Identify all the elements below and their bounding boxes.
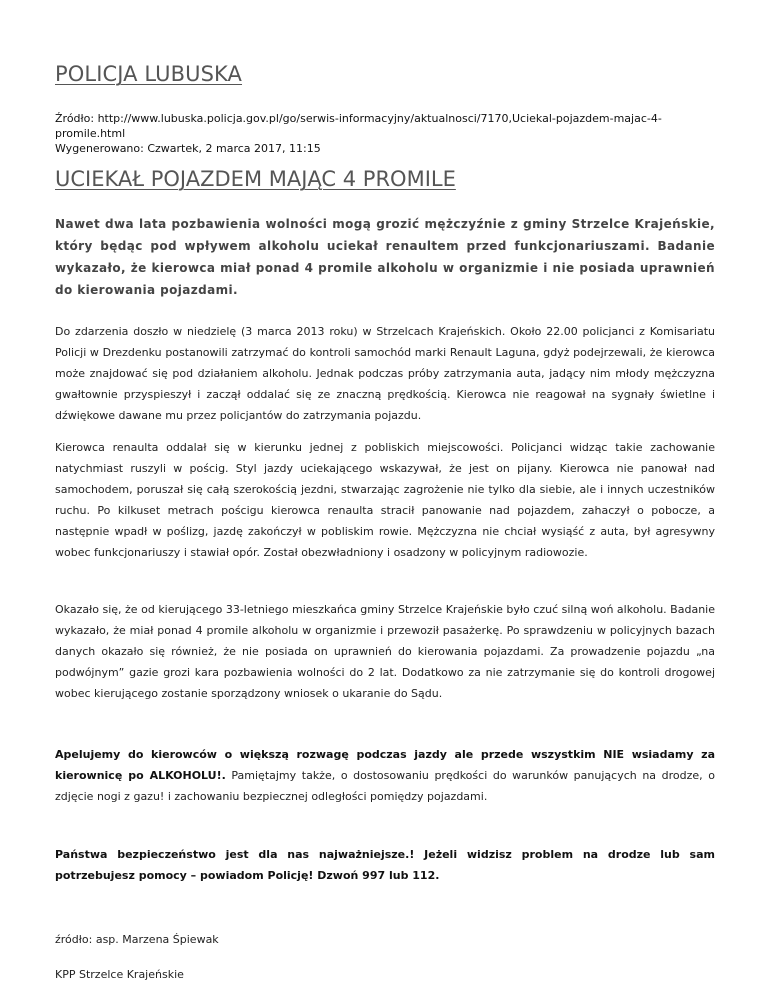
document-page bbox=[55, 62, 715, 996]
article-paragraph-1: Do zdarzenia doszło w niedzielę (3 marca 2013 roku) w Strzelcach Krajeńskich. Około 22.00 policjanci z Komisariatu Policji w Drezdenku postanowili zatrzymać do kontroli samochód marki Renault Laguna, gdyż podejrzewali, że kierowca może znajdować się pod działaniem alkoholu. Jednak podczas próby zatrzymania auta, jadący nim młody mężczyzna gwałtownie przyspieszył i zaczął oddalać się ze znaczną prędkością. Kierowca nie reagował na sygnały świetlne i dźwiękowe dawane mu przez policjantów do zatrzymania pojazdu. bbox=[55, 325, 715, 422]
source-author: źródło: asp. Marzena Śpiewak bbox=[55, 933, 219, 946]
article-paragraph-2: Kierowca renaulta oddalał się w kierunku jednej z pobliskich miejscowości. Policjanci widząc takie zachowanie natychmiast ruszyli w pościg. Styl jazdy uciekającego wskazywał, że jest on pijany. Kierowca nie panował nad samochodem, poruszał się całą szerokością jezdni, stwarzając zagrożenie nie tylko dla siebie, ale i innych uczestników ruchu. Po kilkuset metrach pościgu kierowca renaulta stracił panowanie nad pojazdem, zahaczył o pobocze, a następnie wpadł w poślizg, jazdę zakończył w pobliskim rowie. Mężczyzna nie chciał wysiąść z auta, był agresywny wobec funkcjonariuszy i stawiał opór. Został obezwładniony i osadzony w policyjnym radiowozie. bbox=[55, 441, 715, 559]
generated-date-line: Wygenerowano: Czwartek, 2 marca 2017, 11:15 bbox=[55, 142, 321, 155]
appeal-rest-text: Pamiętajmy także, o dostosowaniu prędkości do warunków panujących na drodze, o zdjęcie nogi z gazu! i zachowaniu bezpiecznej odległości pomiędzy pojazdami. bbox=[55, 769, 715, 803]
article-title: UCIEKAŁ POJAZDEM MAJĄC 4 PROMILE bbox=[55, 167, 456, 191]
source-url-line: Źródło: http://www.lubuska.policja.gov.pl/go/serwis-informacyjny/aktualnosci/7170,Uciekal-pojazdem-majac-4-promile.html bbox=[55, 112, 662, 140]
safety-bold-text: Państwa bezpieczeństwo jest dla nas najważniejsze.! Jeżeli widzisz problem na drodze lub sam potrzebujesz pomocy – powiadom Policję! Dzwoń 997 lub 112. bbox=[55, 848, 715, 882]
site-title: POLICJA LUBUSKA bbox=[55, 62, 243, 86]
article-paragraph-3: Okazało się, że od kierującego 33-letniego mieszkańca gminy Strzelce Krajeńskie było czuć silną woń alkoholu. Badanie wykazało, że miał ponad 4 promile alkoholu w organizmie i przewoził pasażerkę. Po sprawdzeniu w policyjnych bazach danych okazało się również, że nie posiada on uprawnień do kierowania pojazdami. Za prowadzenie pojazdu „na podwójnym” gazie grozi kara pozbawienia wolności do 2 lat. Dodatkowo za nie zatrzymanie się do kontroli drogowej wobec kierującego zostanie sporządzony wniosek o ukaranie do Sądu. bbox=[55, 603, 715, 700]
article-lead: Nawet dwa lata pozbawienia wolności mogą grozić mężczyźnie z gminy Strzelce Krajeńskie, który będąc pod wpływem alkoholu uciekał renaultem przed funkcjonariuszami. Badanie wykazało, że kierowca miał ponad 4 promile alkoholu w organizmie i nie posiada uprawnień do kierowania pojazdami. bbox=[55, 217, 715, 297]
appeal-paragraph bbox=[55, 744, 715, 807]
appeal-bold-text: Apelujemy do kierowców o większą rozwagę podczas jazdy ale przede wszystkim NIE wsiadamy za kierownicę po ALKOHOLU!. bbox=[55, 748, 715, 782]
source-unit: KPP Strzelce Krajeńskie bbox=[55, 968, 184, 981]
safety-paragraph bbox=[55, 844, 715, 886]
